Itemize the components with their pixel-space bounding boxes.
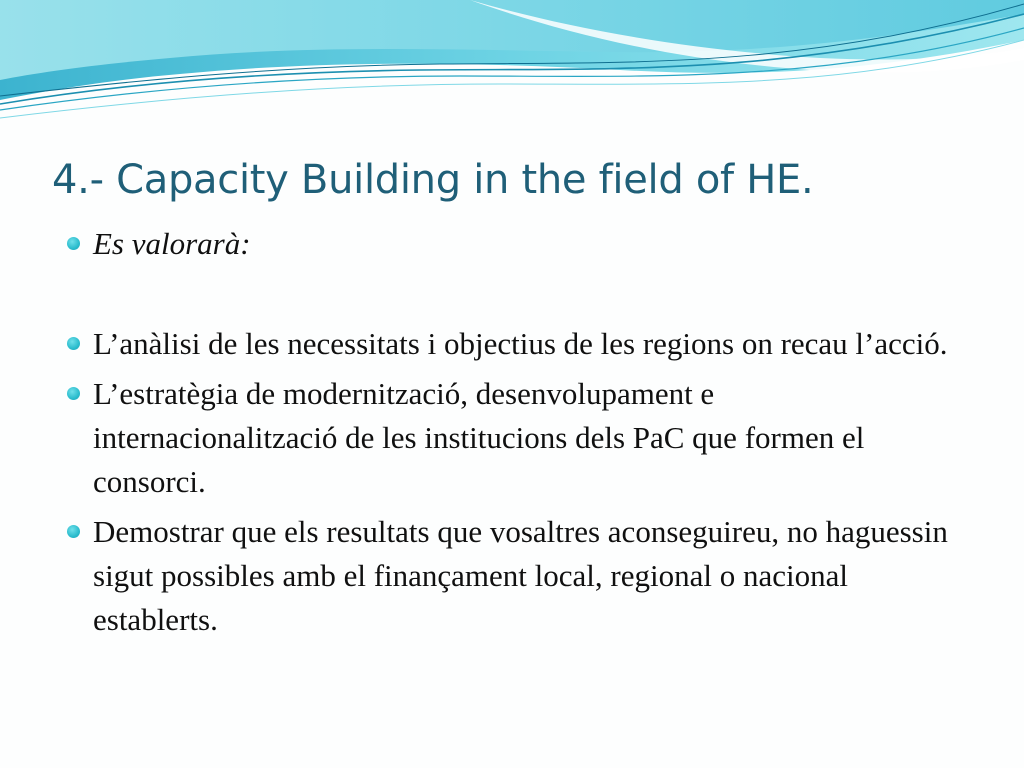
bullet-icon <box>67 237 80 250</box>
bullet-icon <box>67 525 80 538</box>
bullet-item <box>60 510 960 642</box>
bullet-text: Demostrar que els resultats que vosaltres aconseguireu, no haguessin sigut possibles amb el finançament local, regional o nacional establerts. <box>93 514 948 637</box>
bullet-item <box>60 372 960 504</box>
bullet-icon <box>67 337 80 350</box>
bullet-text: L’anàlisi de les necessitats i objectius de les regions on recau l’acció. <box>93 326 948 361</box>
bullet-list <box>60 222 960 642</box>
bullet-item <box>60 222 960 266</box>
bullet-icon <box>67 387 80 400</box>
slide-title: 4.- Capacity Building in the field of HE. <box>52 157 814 203</box>
bullet-text: L’estratègia de modernització, desenvolupament e internacionalització de les institucions dels PaC que formen el consorci. <box>93 376 865 499</box>
header-wave-decoration <box>0 0 1024 130</box>
bullet-text: Es valorarà: <box>93 226 251 261</box>
bullet-item <box>60 322 960 366</box>
